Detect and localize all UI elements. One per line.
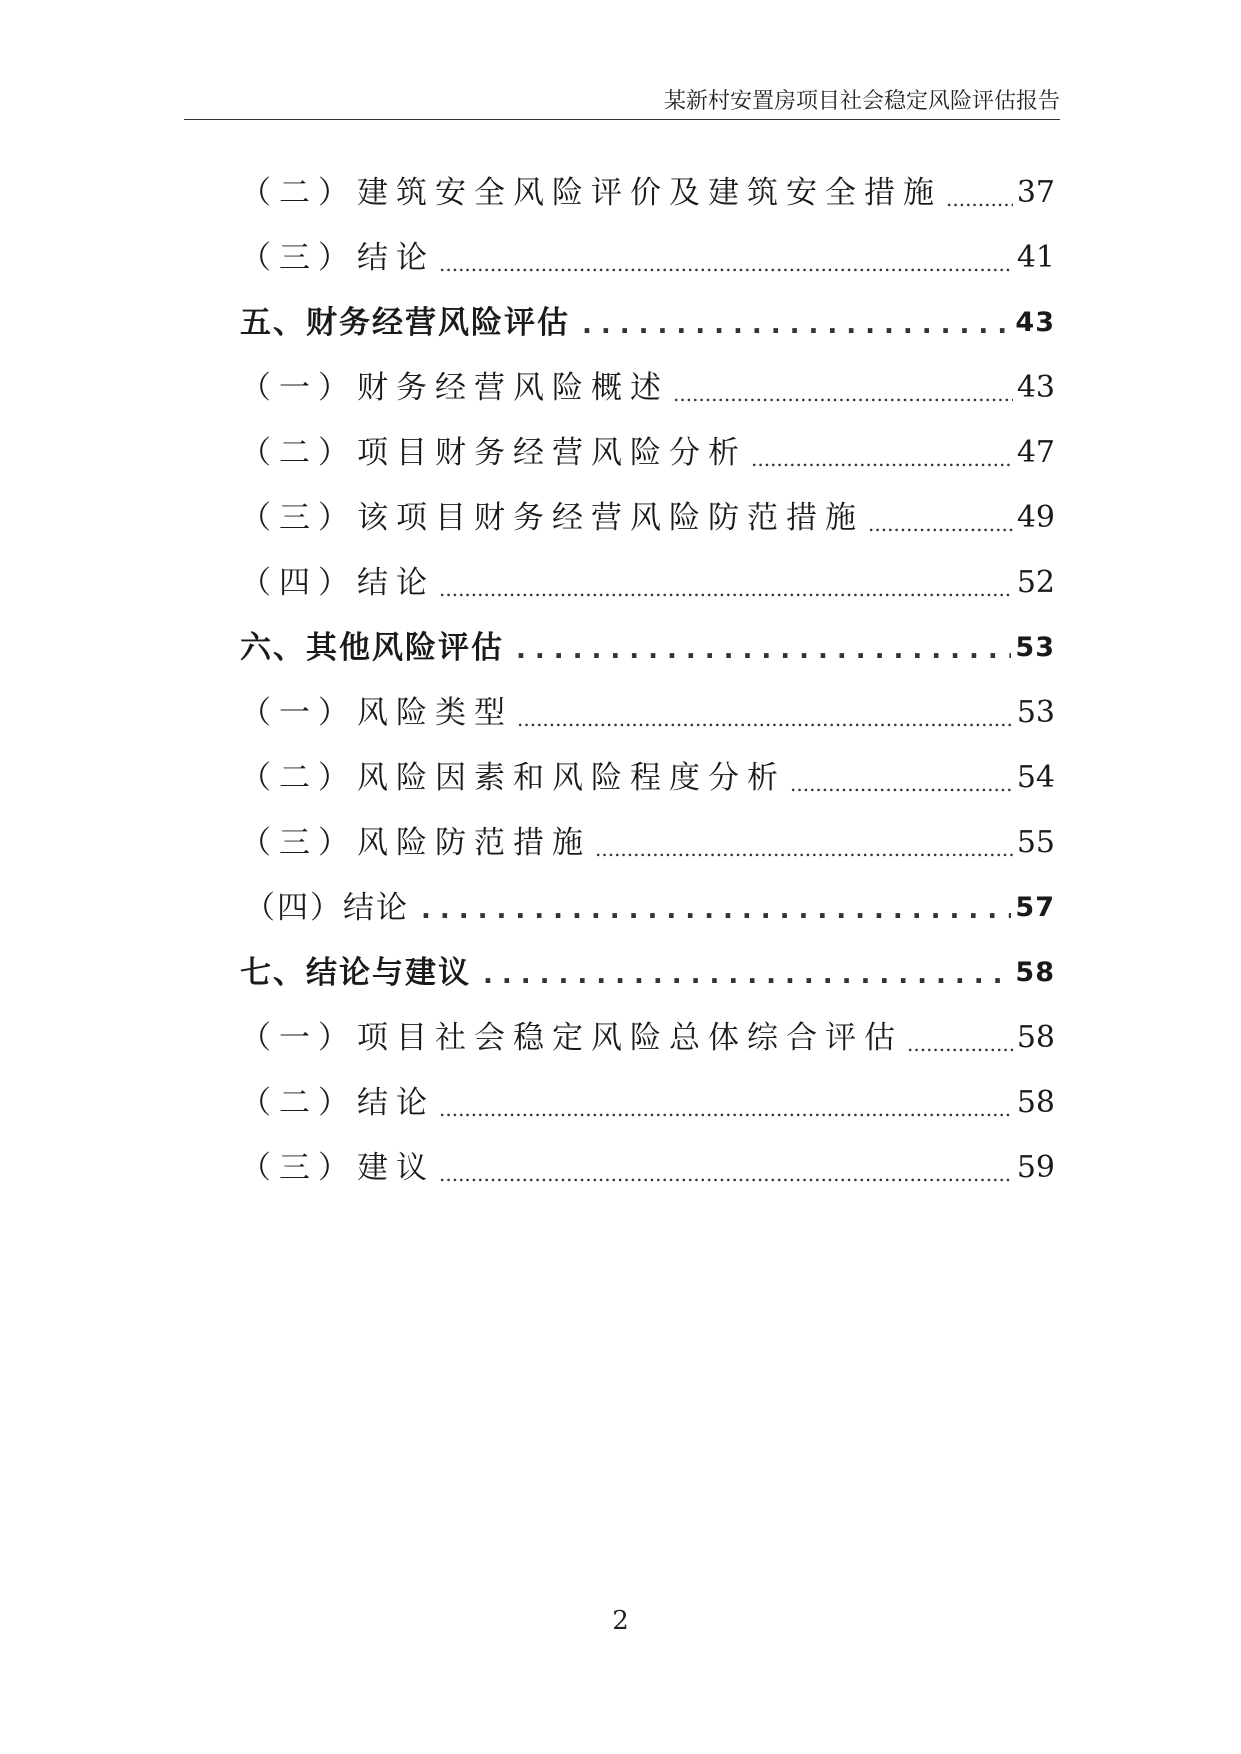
page-number: 2 bbox=[612, 1606, 629, 1636]
toc-chapter-entry[interactable] bbox=[240, 940, 1055, 1005]
toc-chapter-entry[interactable] bbox=[240, 615, 1055, 680]
toc-dot-leader bbox=[751, 439, 1013, 479]
toc-dot-leader bbox=[439, 569, 1013, 609]
toc-entry-page: 57 bbox=[1015, 891, 1055, 923]
toc-entry-title: （二）建筑安全风险评价及建筑安全措施 bbox=[240, 174, 942, 211]
toc-entry-title: （二）结论 bbox=[240, 1084, 435, 1121]
toc-chapter-title: 五、财务经营风险评估 bbox=[240, 304, 570, 341]
toc-entry[interactable] bbox=[240, 420, 1055, 485]
toc-dot-leader bbox=[483, 955, 1011, 995]
toc-entry-page: 43 bbox=[1016, 369, 1055, 405]
toc-chapter-page: 43 bbox=[1015, 306, 1055, 338]
toc-entry[interactable] bbox=[240, 225, 1055, 290]
toc-entry[interactable] bbox=[240, 160, 1055, 225]
toc-entry-page: 53 bbox=[1016, 694, 1055, 730]
toc-dot-leader bbox=[516, 630, 1011, 670]
toc-chapter-title: 七、结论与建议 bbox=[240, 954, 471, 991]
toc-entry-title: （二）项目财务经营风险分析 bbox=[240, 434, 747, 471]
toc-entry-page: 58 bbox=[1016, 1084, 1055, 1120]
toc-dot-leader bbox=[439, 244, 1013, 284]
toc-dot-leader bbox=[582, 305, 1011, 345]
toc-dot-leader bbox=[439, 1089, 1013, 1129]
toc-entry-page: 47 bbox=[1016, 434, 1055, 470]
toc-entry-page: 52 bbox=[1016, 564, 1055, 600]
toc-entry-page: 54 bbox=[1016, 759, 1055, 795]
toc-entry[interactable] bbox=[240, 1135, 1055, 1200]
toc-entry-title: （四）结论 bbox=[244, 889, 409, 926]
toc-entry-page: 49 bbox=[1016, 499, 1055, 535]
toc-chapter-entry[interactable] bbox=[240, 290, 1055, 355]
toc-entry[interactable] bbox=[240, 550, 1055, 615]
toc-entry-title: （三）风险防范措施 bbox=[240, 824, 591, 861]
toc-entry-title: （一）风险类型 bbox=[240, 694, 513, 731]
toc-chapter-page: 58 bbox=[1015, 956, 1055, 988]
toc-dot-leader bbox=[790, 764, 1013, 804]
toc-dot-leader bbox=[439, 1154, 1013, 1194]
toc-dot-leader bbox=[673, 374, 1013, 414]
toc-entry-title: （一）项目社会稳定风险总体综合评估 bbox=[240, 1019, 903, 1056]
header-divider bbox=[184, 119, 1060, 120]
toc-dot-leader bbox=[595, 829, 1013, 869]
toc-entry[interactable] bbox=[240, 810, 1055, 875]
toc-chapter-page: 53 bbox=[1015, 631, 1055, 663]
toc-entry-title: （四）结论 bbox=[240, 564, 435, 601]
toc-entry-title: （三）结论 bbox=[240, 239, 435, 276]
toc-dot-leader bbox=[421, 890, 1011, 930]
toc-entry[interactable] bbox=[240, 1005, 1055, 1070]
toc-entry-page: 59 bbox=[1016, 1149, 1055, 1185]
toc-entry[interactable] bbox=[240, 745, 1055, 810]
toc-entry[interactable] bbox=[240, 355, 1055, 420]
toc-entry-page: 41 bbox=[1016, 239, 1055, 275]
toc-entry-page: 55 bbox=[1016, 824, 1055, 860]
toc-entry[interactable] bbox=[240, 680, 1055, 745]
toc-entry-page: 58 bbox=[1016, 1019, 1055, 1055]
toc-entry-title: （三）建议 bbox=[240, 1149, 435, 1186]
toc-dot-leader bbox=[868, 504, 1013, 544]
running-header: 某新村安置房项目社会稳定风险评估报告 bbox=[663, 89, 1060, 114]
toc-entry[interactable] bbox=[240, 485, 1055, 550]
toc-entry[interactable] bbox=[240, 875, 1055, 940]
toc-dot-leader bbox=[946, 179, 1013, 219]
toc-chapter-title: 六、其他风险评估 bbox=[240, 629, 504, 666]
toc-entry-page: 37 bbox=[1016, 174, 1055, 210]
toc-entry-title: （二）风险因素和风险程度分析 bbox=[240, 759, 786, 796]
toc-dot-leader bbox=[907, 1024, 1013, 1064]
toc-entry[interactable] bbox=[240, 1070, 1055, 1135]
toc-entry-title: （一）财务经营风险概述 bbox=[240, 369, 669, 406]
toc-dot-leader bbox=[517, 699, 1013, 739]
table-of-contents bbox=[240, 160, 1055, 1200]
toc-entry-title: （三）该项目财务经营风险防范措施 bbox=[240, 499, 864, 536]
